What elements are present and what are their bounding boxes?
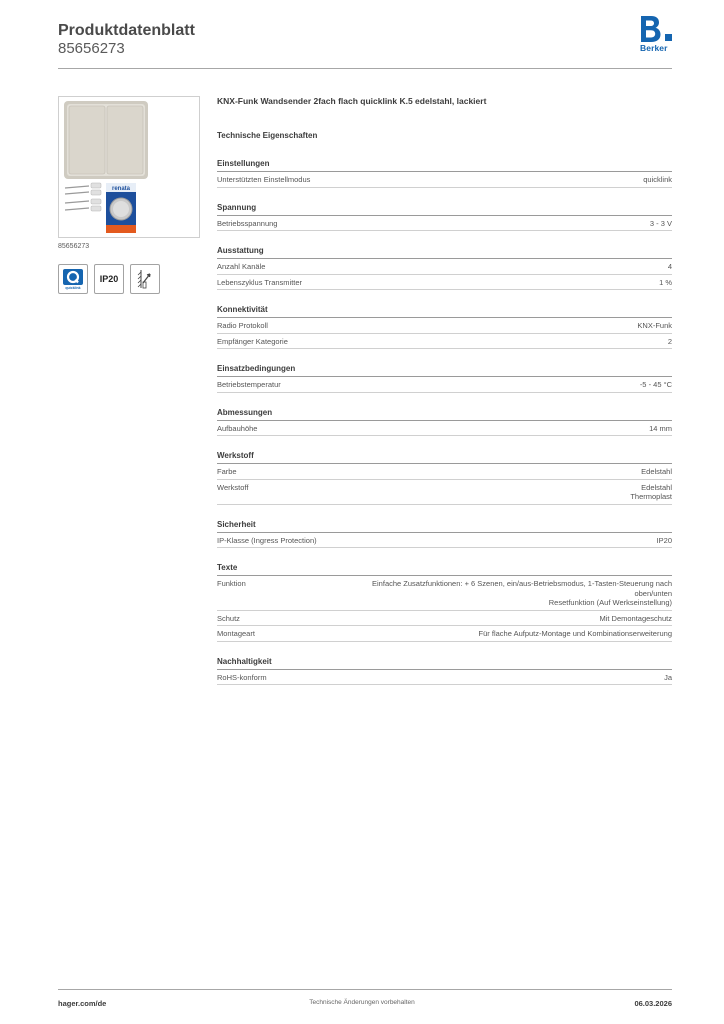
spec-section	[217, 360, 672, 393]
spec-key: Betriebsspannung	[217, 218, 278, 228]
footer-disclaimer: Technische Änderungen vorbehalten	[309, 999, 415, 1006]
spec-value: Einfache Zusatzfunktionen: + 6 Szenen, ein/aus-Betriebsmodus, 1-Tasten-Steuerung nach oben/unten Resetfunktion (Auf Werkseinstellung)	[372, 579, 672, 607]
spec-section-title: Nachhaltigkeit	[217, 653, 672, 670]
page-title: Produktdatenblatt	[58, 22, 195, 39]
technical-properties-heading: Technische Eigenschaften	[217, 131, 318, 140]
spec-value: IP20	[656, 535, 672, 545]
spec-key: Farbe	[217, 467, 237, 476]
section-gap	[217, 436, 672, 442]
spec-row	[217, 533, 672, 549]
spec-section-title: Texte	[217, 559, 672, 576]
spec-value: 3 - 3 V	[649, 218, 672, 228]
footer-website: hager.com/de	[58, 999, 107, 1008]
section-gap	[217, 685, 672, 691]
footer-divider	[58, 989, 672, 990]
surface-mounting-badge	[130, 264, 160, 294]
berker-logo	[640, 16, 674, 56]
product-title: KNX-Funk Wandsender 2fach flach quicklink K.5 edelstahl, lackiert	[217, 96, 487, 106]
spec-value: 4	[667, 262, 672, 271]
spec-section-title: Sicherheit	[217, 516, 672, 533]
spec-section	[217, 155, 672, 188]
section-gap	[217, 349, 672, 355]
section-gap	[217, 642, 672, 648]
spec-section-title: Einstellungen	[217, 155, 672, 172]
section-gap	[217, 505, 672, 511]
spec-value: -5 - 45 °C	[639, 380, 672, 389]
spec-section	[217, 447, 672, 505]
product-photo-icon	[59, 97, 199, 237]
spec-key: Funktion	[217, 579, 246, 588]
section-gap	[217, 548, 672, 554]
spec-section-title: Ausstattung	[217, 242, 672, 259]
spec-section-title: Spannung	[217, 199, 672, 216]
spec-value: 14 mm	[649, 423, 672, 433]
berker-logo-icon	[641, 16, 661, 42]
spec-value: quicklink	[643, 175, 672, 184]
spec-key: Betriebstemperatur	[217, 380, 281, 389]
article-number: 85656273	[58, 40, 125, 57]
spec-row	[217, 611, 672, 627]
image-caption: 85656273	[58, 243, 90, 250]
logo-wordmark: Berker	[640, 43, 668, 53]
spec-table	[217, 150, 672, 691]
spec-value: Für flache Aufputz-Montage und Kombinationserweiterung	[478, 629, 672, 638]
spec-row	[217, 626, 672, 642]
product-image	[58, 96, 200, 238]
spec-row	[217, 464, 672, 480]
section-gap	[217, 188, 672, 194]
quicklink-label: quicklink	[65, 286, 81, 290]
spec-key: Empfänger Kategorie	[217, 336, 288, 346]
spec-value: KNX-Funk	[637, 321, 672, 330]
spec-key: Radio Protokoll	[217, 321, 268, 330]
spec-row	[217, 421, 672, 437]
section-gap	[217, 290, 672, 296]
spec-value: 2	[667, 336, 672, 346]
spec-key: Unterstützten Einstellmodus	[217, 175, 311, 184]
spec-section	[217, 404, 672, 437]
footer-date: 06.03.2026	[634, 999, 672, 1008]
spec-key: Montageart	[217, 629, 255, 638]
spec-section	[217, 301, 672, 349]
spec-row	[217, 259, 672, 275]
spec-key: Aufbauhöhe	[217, 423, 258, 433]
spec-key: Lebenszyklus Transmitter	[217, 277, 303, 287]
spec-section	[217, 242, 672, 290]
spec-value: 1 %	[659, 277, 672, 287]
spec-section	[217, 199, 672, 232]
spec-row	[217, 377, 672, 393]
spec-row	[217, 334, 672, 350]
spec-row	[217, 318, 672, 334]
section-gap	[217, 393, 672, 399]
surface-mounting-icon	[134, 268, 156, 290]
spec-row	[217, 172, 672, 188]
ip20-badge	[94, 264, 124, 294]
spec-section	[217, 653, 672, 686]
spec-section	[217, 559, 672, 642]
spec-key: RoHS-konform	[217, 672, 267, 682]
ip20-icon: IP20	[99, 274, 119, 284]
spec-key: Anzahl Kanäle	[217, 262, 266, 271]
spec-section-title: Werkstoff	[217, 447, 672, 464]
spec-row	[217, 576, 672, 611]
spec-key: Schutz	[217, 613, 240, 623]
spec-section	[217, 516, 672, 549]
spec-key: IP-Klasse (Ingress Protection)	[217, 535, 317, 545]
spec-value: Edelstahl	[641, 467, 672, 476]
spec-section-title: Einsatzbedingungen	[217, 360, 672, 377]
spec-row	[217, 480, 672, 505]
spec-row	[217, 275, 672, 291]
spec-section-title: Konnektivität	[217, 301, 672, 318]
quicklink-badge	[58, 264, 88, 294]
spec-value: Ja	[664, 672, 672, 682]
logo-dot	[665, 34, 672, 41]
section-gap	[217, 231, 672, 237]
svg-text:renata: renata	[111, 186, 131, 192]
spec-row	[217, 670, 672, 686]
spec-value: Edelstahl Thermoplast	[630, 482, 672, 501]
spec-section-title: Abmessungen	[217, 404, 672, 421]
header-divider	[58, 68, 672, 69]
spec-value: Mit Demontageschutz	[599, 613, 672, 623]
spec-key: Werkstoff	[217, 482, 249, 492]
spec-row	[217, 216, 672, 232]
